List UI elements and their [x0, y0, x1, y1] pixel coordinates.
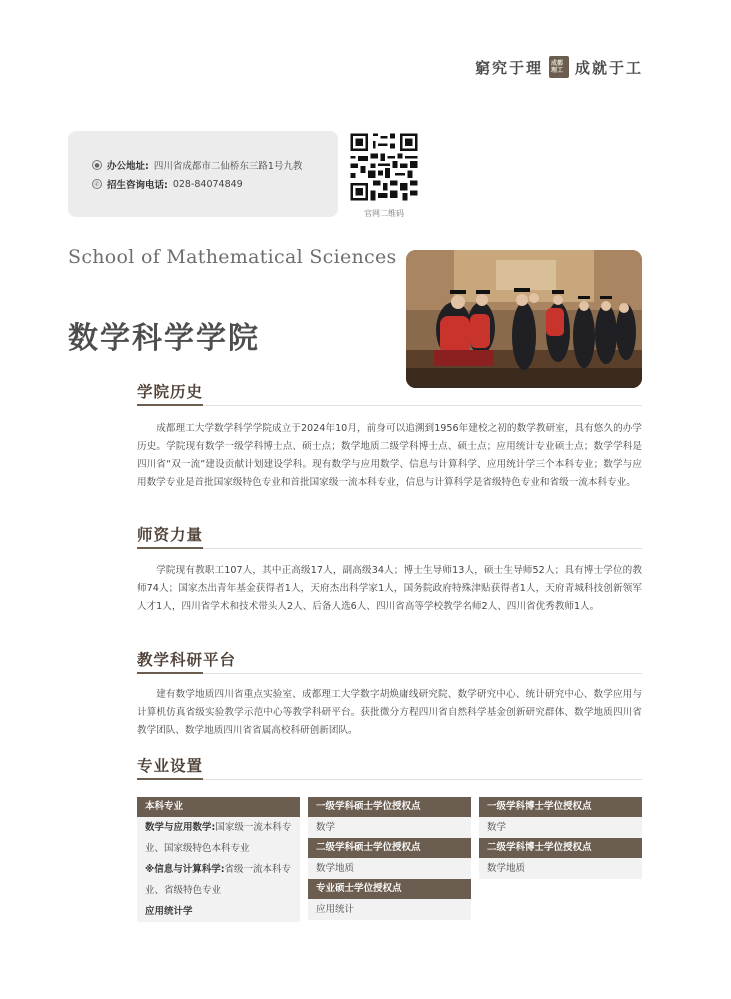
master-value-3: 应用统计 [308, 899, 471, 920]
section-title-history: 学院历史 [137, 383, 204, 401]
section-rule-majors [137, 779, 642, 780]
undergrad-column [137, 797, 300, 922]
section-title-platform: 教学科研平台 [137, 651, 237, 669]
qr-caption: 官网二维码 [364, 209, 404, 218]
major-name: 数学与应用数学: [145, 822, 216, 833]
master-header-3: 专业硕士学位授权点 [308, 879, 471, 899]
address-value: 四川省成都市二仙桥东三路1号九教 [153, 161, 303, 172]
phone-label: 招生咨询电话: [107, 180, 168, 191]
address-label: 办公地址: [107, 161, 149, 172]
undergrad-row [137, 859, 300, 901]
phone-value: 028-84074849 [172, 178, 243, 190]
qr-code-icon[interactable] [348, 131, 420, 203]
contact-box [68, 131, 338, 217]
graduation-ceremony-photo [406, 250, 642, 388]
major-desc: 省级一流本科专业、省级特色专业 [145, 864, 292, 896]
major-name: 应用统计学 [145, 906, 193, 917]
page-title: 数学科学学院 [68, 321, 260, 356]
section-title-faculty: 师资力量 [137, 526, 204, 544]
platform-paragraph: 建有数学地质四川省重点实验室、成都理工大学数字胡焕庸线研究院、数学研究中心、统计研究中心、数学应用与计算机仿真省级实验教学示范中心等教学科研平台。获批微分方程四川省自然科学基金创新研究群体、数学地质四川省教学团队、数学地质四川省省属高校科研创新团队。 [137, 689, 642, 736]
motto-left: 窮究于理 [474, 58, 543, 77]
phd-column [479, 797, 642, 879]
phd-value-2: 数学地质 [479, 858, 642, 879]
major-desc: 国家级一流本科专业、国家级特色本科专业 [145, 822, 292, 854]
section-title-majors: 专业设置 [137, 757, 204, 775]
history-paragraph: 成都理工大学数学科学学院成立于2024年10月，前身可以追溯到1956年建校之初的数学教研室，具有悠久的办学历史。学院现有数学一级学科博士点、硕士点；数学地质二级学科博士点、硕士点；应用统计专业硕士点；数学学科是四川省“双一流”建设贡献计划建设学科。现有数学与应用数学、信息与计算科学、应用统计学三个本科专业；数学与应用数学专业是首批国家级特色专业和首批国家级一流本科专业，信息与计算科学是省级特色专业和省级一流本科专业。 [137, 423, 642, 488]
phone-line [92, 177, 243, 191]
phd-header-2: 二级学科博士学位授权点 [479, 838, 642, 858]
major-name: ※信息与计算科学: [145, 864, 225, 875]
master-header-2: 二级学科硕士学位授权点 [308, 838, 471, 858]
undergrad-row [137, 901, 300, 922]
address-line [92, 158, 302, 172]
undergrad-row [137, 817, 300, 859]
school-motto [475, 56, 643, 78]
master-column [308, 797, 471, 920]
section-rule-platform [137, 673, 642, 674]
faculty-paragraph: 学院现有教职工107人，其中正高级17人，副高级34人；博士生导师13人，硕士生导师52人；具有博士学位的教师74人；国家杰出青年基金获得者1人，天府杰出科学家1人，国务院政府特殊津贴获得者1人，天府青城科技创新领军人才1人，四川省学术和技术带头人2人、后备人选6人、四川省高等学校教学名师2人、四川省优秀教师1人。 [137, 565, 642, 612]
seal-logo: 成都理工 [549, 56, 569, 78]
phd-value-1: 数学 [479, 817, 642, 838]
undergrad-header: 本科专业 [137, 797, 300, 817]
motto-right: 成就于工 [574, 58, 643, 77]
master-value-2: 数学地质 [308, 858, 471, 879]
phd-header-1: 一级学科博士学位授权点 [479, 797, 642, 817]
section-rule-history [137, 405, 642, 406]
master-header-1: 一级学科硕士学位授权点 [308, 797, 471, 817]
phone-icon: ✆ [92, 179, 102, 189]
master-value-1: 数学 [308, 817, 471, 838]
location-icon: ● [92, 160, 102, 170]
english-title: School of Mathematical Sciences [68, 246, 397, 268]
section-rule-faculty [137, 548, 642, 549]
